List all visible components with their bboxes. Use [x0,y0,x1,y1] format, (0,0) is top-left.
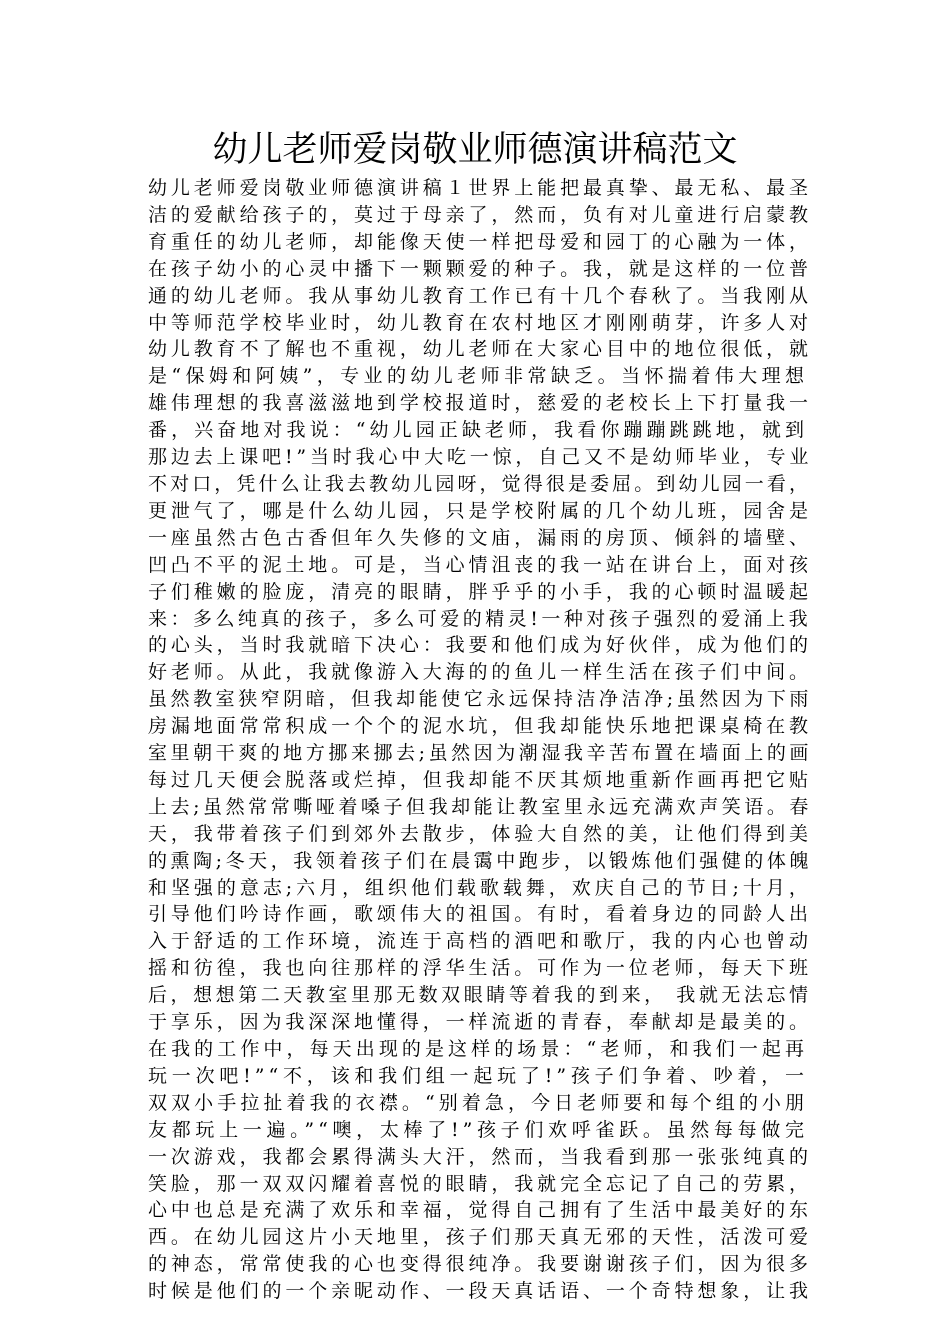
body-text-line: 子们稚嫩的脸庞，清亮的眼睛，胖乎乎的小手，我的心顿时温暖起 [148,580,812,603]
body-text-line: 后，想想第二天教室里那无数双眼睛等着我的到来， 我就无法忘情 [148,984,812,1007]
body-text-line: 幼儿教育不了解也不重视，幼儿老师在大家心目中的地位很低，就 [148,338,812,361]
body-text-line: 笑脸，那一双双闪耀着喜悦的眼睛，我就完全忘记了自己的劳累， [148,1172,812,1195]
document-title: 幼儿老师爱岗敬业师德演讲稿范文 [212,130,738,170]
body-text-line: 凹凸不平的泥土地。可是，当心情沮丧的我一站在讲台上，面对孩 [148,553,812,576]
body-text-line: 来：多么纯真的孩子，多么可爱的精灵!一种对孩子强烈的爱涌上我 [148,607,812,630]
body-text-line: 和坚强的意志;六月，组织他们载歌载舞，欢庆自己的节日;十月， [148,876,812,899]
body-text-line: 是“保姆和阿姨”，专业的幼儿老师非常缺乏。当怀揣着伟大理想 [148,365,808,388]
body-text-line: 时候是他们的一个亲昵动作、一段天真话语、一个奇特想象，让我 [148,1280,812,1303]
body-text-line: 一次游戏，我都会累得满头大汗，然而，当我看到那一张张纯真的 [148,1145,812,1168]
body-text-line: 双双小手拉扯着我的衣襟。“别着急，今日老师要和每个组的小朋 [148,1091,808,1114]
body-text-line: 房漏地面常常积成一个个的泥水坑，但我却能快乐地把课桌椅在教 [148,715,812,738]
body-text-line: 上去;虽然常常嘶哑着嗓子但我却能让教室里永远充满欢声笑语。春 [148,795,812,818]
body-text-line: 在我的工作中，每天出现的是这样的场景：“老师，和我们一起再 [148,1038,808,1060]
body-text-line: 在孩子幼小的心灵中播下一颗颗爱的种子。我，就是这样的一位普 [148,257,812,280]
body-text-line: 每过几天便会脱落或烂掉，但我却能不厌其烦地重新作画再把它贴 [148,768,812,791]
body-text-line: 友都玩上一遍。”“噢，太棒了!”孩子们欢呼雀跃。虽然每每做完 [148,1118,808,1141]
body-text-line: 室里朝干爽的地方挪来挪去;虽然因为潮湿我辛苦布置在墙面上的画 [148,742,812,765]
body-text-line: 心中也总是充满了欢乐和幸福，觉得自己拥有了生活中最美好的东 [148,1199,812,1222]
body-text-line: 幼儿老师爱岗敬业师德演讲稿１世界上能把最真挚、最无私、最圣 [148,177,812,199]
body-text-line: 育重任的幼儿老师，却能像天使一样把母爱和园丁的心融为一体， [148,230,812,253]
body-text-line: 引导他们吟诗作画，歌颂伟大的祖国。有时，看着身边的同龄人出 [148,903,812,926]
body-text-line: 于享乐，因为我深深地懂得，一样流逝的青春，奉献却是最美的。 [148,1011,812,1034]
body-text-line: 玩一次吧!”“不，该和我们组一起玩了!”孩子们争着、吵着，一 [148,1064,808,1087]
body-text-line: 入于舒适的工作环境，流连于高档的酒吧和歌厅，我的内心也曾动 [148,930,812,953]
body-text-line: 洁的爱献给孩子的，莫过于母亲了，然而，负有对儿童进行启蒙教 [148,203,812,226]
body-text-line: 天，我带着孩子们到郊外去散步，体验大自然的美，让他们得到美 [148,822,812,845]
body-text-line: 西。在幼儿园这片小天地里，孩子们那天真无邪的天性，活泼可爱 [148,1226,812,1249]
body-text-line: 那边去上课吧!”当时我心中大吃一惊，自己又不是幼师毕业，专业 [148,446,813,469]
body-text-line: 的心头，当时我就暗下决心：我要和他们成为好伙伴，成为他们的 [148,634,812,657]
body-text-line: 更泄气了，哪是什么幼儿园，只是学校附属的几个幼儿班，园舍是 [148,499,812,522]
body-text-line: 通的幼儿老师。我从事幼儿教育工作已有十几个春秋了。当我刚从 [148,284,812,307]
body-text-line: 好老师。从此，我就像游入大海的的鱼儿一样生活在孩子们中间。 [148,661,812,684]
body-text-line: 番，兴奋地对我说：“幼儿园正缺老师，我看你蹦蹦跳跳地，就到 [148,419,808,442]
body-text-line: 不对口，凭什么让我去教幼儿园呀，觉得很是委屈。到幼儿园一看， [148,472,812,495]
body-text-line: 虽然教室狭窄阴暗，但我却能使它永远保持洁净洁净;虽然因为下雨 [148,688,812,711]
body-text-line: 摇和彷徨，我也向往那样的浮华生活。可作为一位老师，每天下班 [148,957,812,980]
body-text-line: 一座虽然古色古香但年久失修的文庙，漏雨的房顶、倾斜的墙壁、 [148,526,812,549]
body-text-line: 中等师范学校毕业时，幼儿教育在农村地区才刚刚萌芽，许多人对 [148,311,812,334]
document-body [148,175,813,1305]
body-text-line: 雄伟理想的我喜滋滋地到学校报道时，慈爱的老校长上下打量我一 [148,392,812,415]
body-text-line: 的熏陶;冬天，我领着孩子们在晨霭中跑步，以锻炼他们强健的体魄 [148,849,812,872]
body-text-line: 的神态，常常使我的心也变得很纯净。我要谢谢孩子们，因为很多 [148,1253,812,1276]
